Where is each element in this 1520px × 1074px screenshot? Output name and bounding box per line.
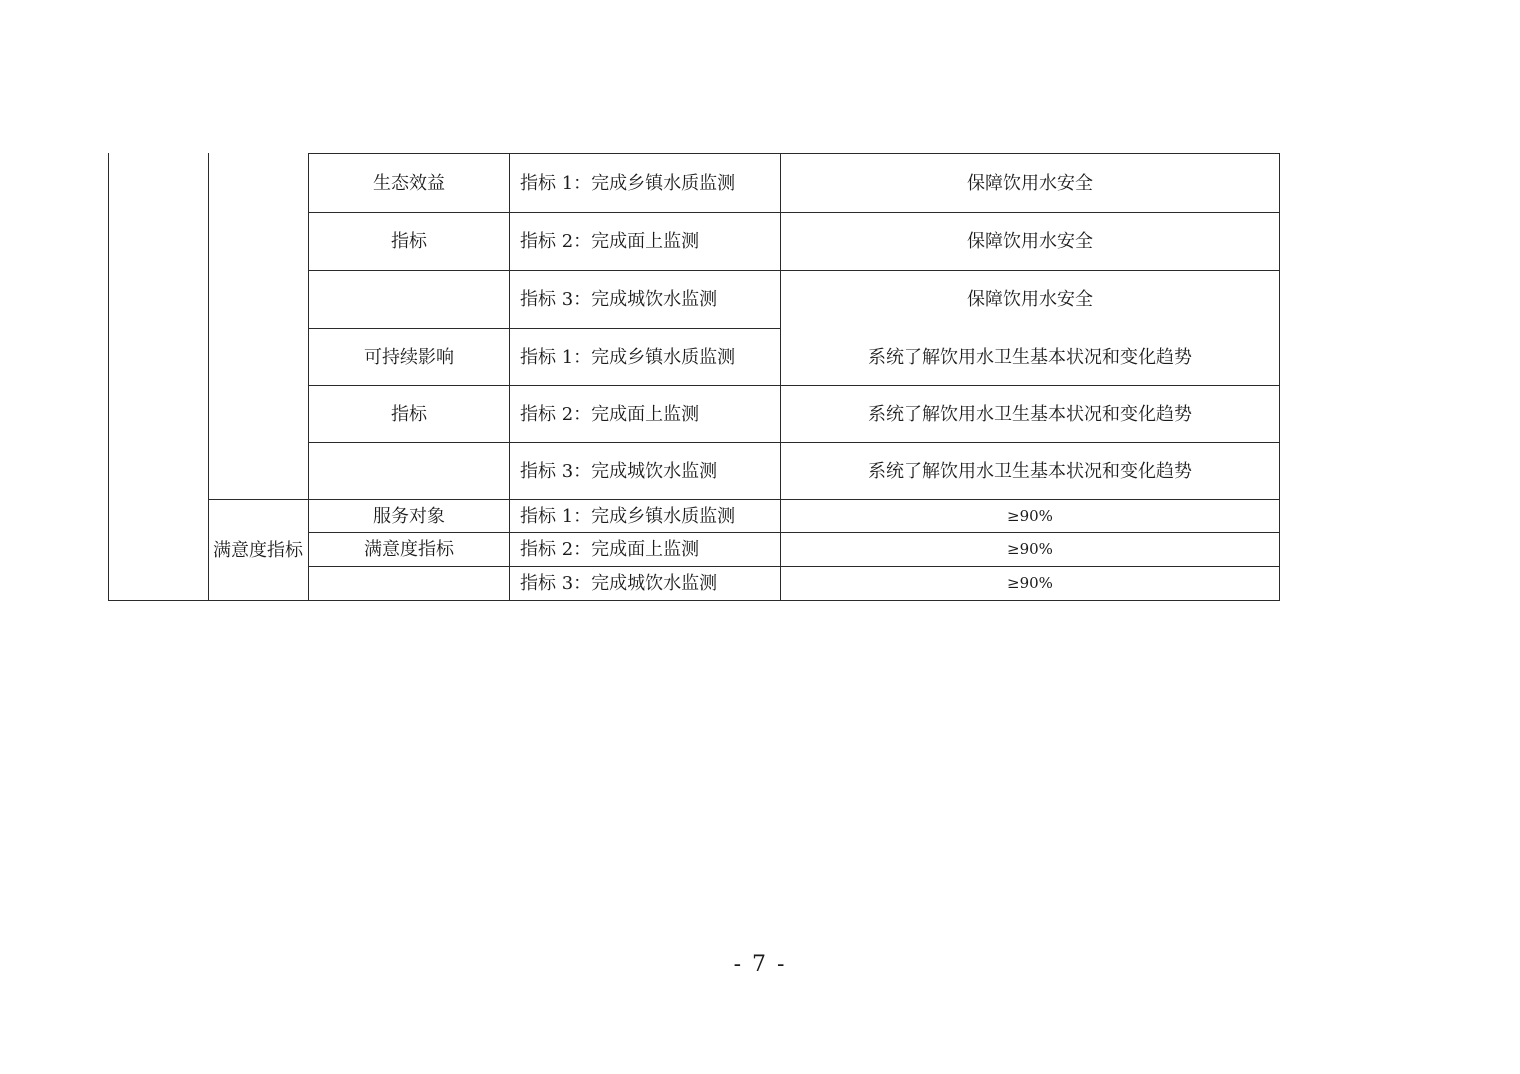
page-number: - 7 - (733, 952, 787, 977)
table-column-divider (208, 153, 209, 601)
table-border-right (1279, 153, 1280, 601)
indicator-cell: 指标 3：完成城饮水监测 (520, 573, 718, 594)
category-cell: 满意度指标 (364, 539, 454, 560)
value-cell: 保障饮用水安全 (967, 231, 1093, 252)
value-cell: 系统了解饮用水卫生基本状况和变化趋势 (868, 460, 1192, 482)
indicator-cell: 指标 1：完成乡镇水质监测 (520, 346, 736, 368)
indicator-cell: 指标 1：完成乡镇水质监测 (520, 172, 736, 194)
indicator-cell: 指标 2：完成面上监测 (520, 403, 700, 425)
category-cell: 指标 (391, 231, 427, 252)
indicator-cell: 指标 2：完成面上监测 (520, 231, 700, 252)
category-cell: 指标 (391, 403, 427, 425)
value-cell: 系统了解饮用水卫生基本状况和变化趋势 (868, 346, 1192, 368)
value-cell: ≥90% (1007, 506, 1053, 525)
value-cell: 保障饮用水安全 (967, 172, 1093, 194)
indicator-cell: 指标 2：完成面上监测 (520, 539, 700, 560)
value-cell: 保障饮用水安全 (967, 289, 1093, 310)
category-cell: 生态效益 (373, 172, 445, 194)
satisfaction-group-label: 满意度指标 (213, 539, 303, 561)
category-cell (309, 443, 509, 499)
indicator-cell: 指标 3：完成城饮水监测 (520, 289, 718, 310)
table-border-bottom (108, 600, 1280, 601)
value-cell: ≥90% (1007, 574, 1053, 592)
category-cell: 服务对象 (373, 505, 445, 527)
value-cell: 系统了解饮用水卫生基本状况和变化趋势 (868, 403, 1192, 425)
category-cell (309, 567, 509, 600)
indicator-cell: 指标 1：完成乡镇水质监测 (520, 505, 736, 527)
category-cell: 可持续影响 (364, 346, 454, 368)
value-cell: ≥90% (1007, 540, 1053, 558)
indicator-cell: 指标 3：完成城饮水监测 (520, 460, 718, 482)
category-cell (309, 271, 509, 328)
table-border-left (108, 153, 109, 601)
